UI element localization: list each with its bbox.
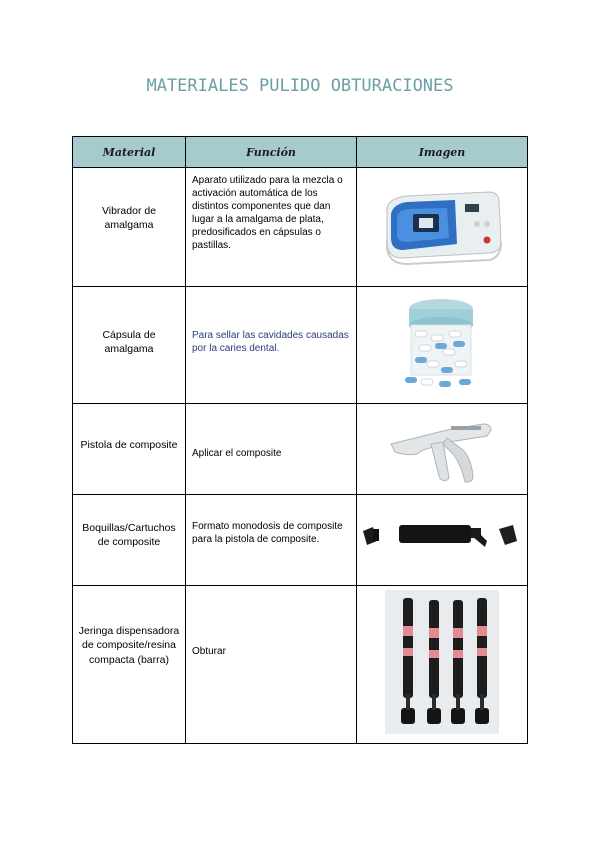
page-title: MATERIALES PULIDO OBTURACIONES: [146, 76, 454, 96]
composite-cartridge-image: [359, 513, 525, 563]
header-material: Material: [73, 137, 186, 168]
function-cell: [186, 287, 357, 404]
material-text: Cápsula de amalgama: [102, 328, 156, 355]
image-cell: [357, 495, 528, 586]
function-text: Obturar: [192, 645, 226, 657]
image-cell: [357, 586, 528, 744]
header-imagen: Imagen: [357, 137, 528, 168]
table-row: [73, 287, 528, 404]
function-cell: [186, 495, 357, 586]
table-row: [73, 495, 528, 586]
image-cell: [357, 287, 528, 404]
composite-syringes-image: [385, 590, 499, 734]
function-text: Para sellar las cavidades causadas por la caries dental.: [192, 330, 349, 354]
material-cell: [73, 404, 186, 495]
material-text: Pistola de composite: [80, 438, 178, 451]
material-text: Boquillas/Cartuchos de composite: [82, 521, 176, 548]
composite-gun-image: [387, 410, 497, 484]
function-text: Aplicar el composite: [192, 447, 282, 459]
function-text: Aparato utilizado para la mezcla o activación automática de los distintos componentes que dan lugar a la amalgama de plata, predosificados en cápsulas o pastillas.: [192, 175, 343, 251]
material-cell: [73, 287, 186, 404]
material-cell: [73, 586, 186, 744]
material-cell: [73, 168, 186, 287]
header-funcion: Función: [186, 137, 357, 168]
material-text: Vibrador de amalgama: [101, 204, 157, 231]
function-cell: [186, 586, 357, 744]
material-cell: [73, 495, 186, 586]
table-row: [73, 586, 528, 744]
function-cell: [186, 168, 357, 287]
amalgam-capsule-jar-image: [397, 295, 487, 391]
materials-table: [72, 136, 528, 744]
table-header-row: [73, 137, 528, 168]
function-text: Formato monodosis de composite para la pistola de composite.: [192, 521, 343, 545]
table-row: [73, 168, 528, 287]
function-cell: [186, 404, 357, 495]
image-cell: [357, 168, 528, 287]
amalgam-vibrator-image: [377, 180, 507, 270]
table-row: [73, 404, 528, 495]
image-cell: [357, 404, 528, 495]
material-text: Jeringa dispensadora de composite/resina compacta (barra): [78, 625, 180, 666]
